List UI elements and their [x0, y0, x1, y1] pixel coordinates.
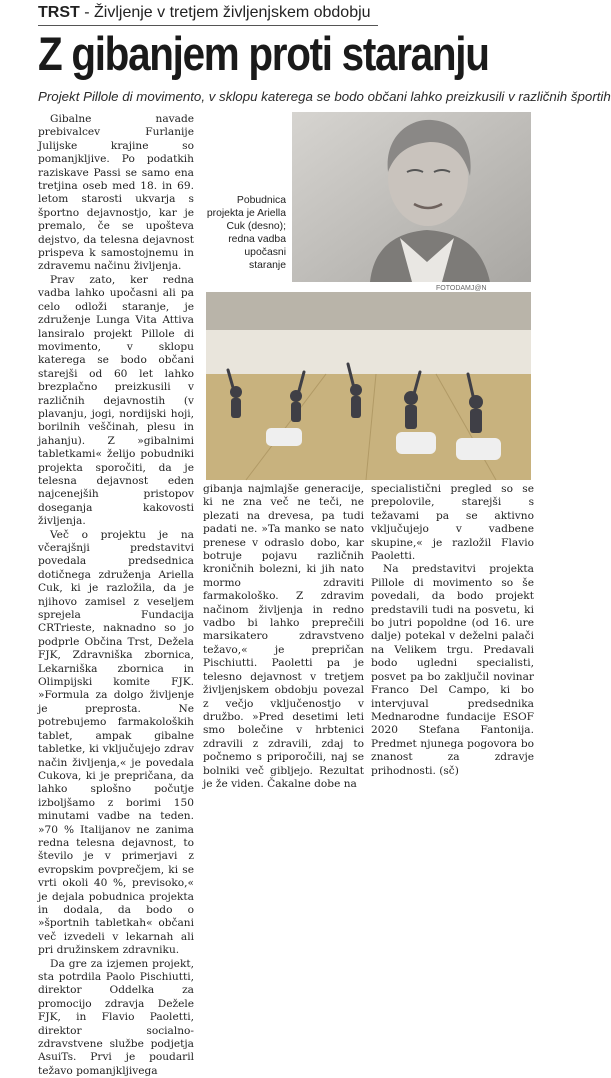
paragraph: gibanja najmlajše generacije, ki ne zna več ne teči, ne plezati na drevesa, pa tudi padati ne. »Ta manko se nato prenese v odraslo dobo, kar botruje pojavu različnih kroničnih bolezni, ki jih nato mormo zdraviti farmakološko. Z zdravim načinom življenja in redno vadbo bi lahko preprečili marsikatero zdravstveno težavo,« je prepričan Pischiutti. Paoletti pa je telesno dejavnost v tretjem življenjskem obdobju povezal z večjo vključenostjo v družbo. »Pred desetimi leti smo bolečine v hrbtenici zdravili z zdravili, zdaj to počnemo s priporočili, naj se bolniki več gibljejo. Rezultat je že viden. Čakalne dobe na [203, 483, 364, 790]
deck-subtitle: Projekt Pillole di movimento, v sklopu katerega se bodo občani lahko preizkusili v različnih športih [38, 89, 611, 104]
paragraph: Več o projektu je na včerajšnji predstavitvi povedala predsednica dotičnega združenja Ariella Cuk, ki je razložila, da je njihovo zamisel z veseljem sprejela Fundacija CRTrieste, naknadno so jo podprle Občina Trst, Dežela FJK, Zdravniška zbornica, Lekarniška zbornica in Olimpijski komite FJK. »Formula za dolgo življenje je preprosta. Ne potrebujemo farmakoloških tablet, ampak gibalne tabletke, ki vključujejo zdrav način življenja,« je povedala Cukova, ki je prepričana, da lahko splošno počutje izboljšamo z borimi 150 minutami vadbe na teden. »70 % Italijanov ne zanima redna telesna dejavnost, to število je v primerjavi z evropskim povprečjem, ki se vrti okoli 40 %, previsoko,« je dejala pobudnica projekta in dodala, da bodo o »športnih tabletkah« občani več izvedeli v lekarnah ali pri družinskem zdravniku. [38, 528, 194, 957]
section-label [38, 4, 371, 22]
section-label-bold: TRST [38, 4, 80, 21]
article-column-2 [203, 483, 364, 791]
paragraph: Na predstavitvi projekta Pillole di movimento so še povedali, da bodo projekt predstavili tudi na posvetu, ki bo jutri popoldne (od 16. ure dalje) potekal v deželni palači na Velikem trgu. Predavali bodo ugledni specialisti, posvet pa bo zaključil novinar Franco Del Campo, ki bo intervjuval predsednika Mednarodne fundacije ESOF 2020 Stefana Fantonija. Predmet njunega pogovora bo znanost za zdravje prihodnosti. (sč) [371, 563, 534, 777]
article-column-1 [38, 113, 194, 1078]
section-label-rest: - Življenje v tretjem življenjskem obdobju [79, 4, 371, 21]
paragraph: Da gre za izjemen projekt, sta potrdila Paolo Pischiutti, direktor Oddelka za promocijo zdravja Dežele FJK, in Flavio Paoletti, direktor socialno-zdravstvene službe podjetja AsuiTs. Prvi je poudaril težavo pomanjkljivega [38, 957, 194, 1077]
portrait-photo [292, 112, 531, 282]
paragraph: Prav zato, ker redna vadba lahko upočasni ali pa celo odloži staranje, je združenje Lunga Vita Attiva lansiralo projekt Pillole di movimento, v sklopu katerega se bodo občani starejši od 60 let lahko brezplačno preizkusili v različnih dejavnostih (v plavanju, jogi, nordijski hoji, borilnih veščinah, plesu in jahanju). Z »gibalnimi tabletkami« želijo pobudniki projekta sporočiti, da je telesna dejavnost eden najcenejših pristopov doseganja kakovosti življenja. [38, 273, 194, 528]
paragraph: Gibalne navade prebivalcev Furlanije Julijske krajine so pomanjkljive. Po podatkih raziskave Passi se samo ena tretjina oseb med 18. in 69. letom starosti ukvarja s športno dejavnostjo, kar je premalo, če se upošteva dejstvo, da telesna dejavnost prispeva k samostojnemu in zdravemu načinu življenja. [38, 113, 194, 273]
headline: Z gibanjem proti staranju [38, 27, 489, 80]
photo-credit: FOTODAMJ@N [436, 285, 487, 292]
photo-caption: Pobudnica projekta je Ariella Cuk (desno); redna vadba upočasni staranje [206, 195, 286, 271]
paragraph: specialistični pregled so se prepolovile, starejši s težavami pa se aktivno vključujejo v vadbene skupine,« je razložil Flavio Paoletti. [371, 483, 534, 563]
gym-class-photo [206, 292, 531, 480]
article-column-3 [371, 483, 534, 778]
